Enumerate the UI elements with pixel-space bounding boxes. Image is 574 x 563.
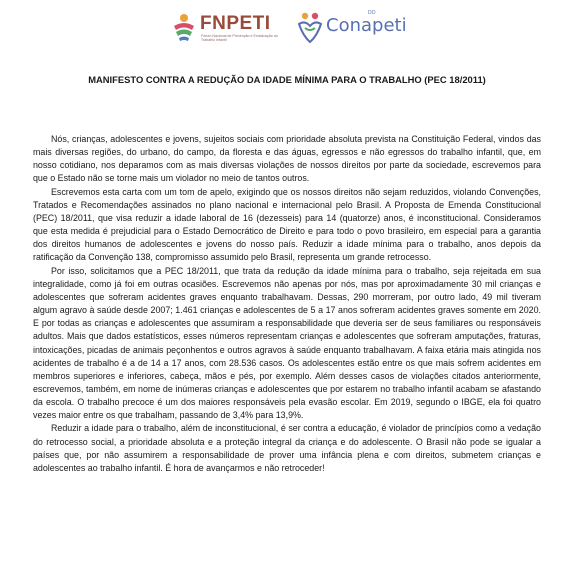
conapeti-emblem-icon <box>296 10 324 44</box>
conapeti-logo-superscript: DO <box>368 10 376 16</box>
fnpeti-logo-text: FNPETI <box>200 13 271 34</box>
conapeti-logo <box>296 8 416 50</box>
fnpeti-logo-subtitle: Fórum Nacional de Prevenção e Erradicação do Trabalho Infantil <box>201 34 278 43</box>
fnpeti-emblem-icon <box>170 12 198 42</box>
conapeti-logo-text: Conapeti <box>326 15 407 36</box>
document-title: MANIFESTO CONTRA A REDUÇÃO DA IDADE MÍNIMA PARA O TRABALHO (PEC 18/2011) <box>88 74 486 85</box>
paragraph-1: Nós, crianças, adolescentes e jovens, sujeitos sociais com prioridade absoluta prevista na Constituição Federal, vindos das mais diversas regiões, do urbano, do campo, da floresta e das águas, egressos e não egressos do trabalho infantil, que, em nosso cotidiano, nos deparamos com as mais diversas violações de nossos direitos por parte da sociedade, escrevemos para que o Estado não se torne mais um violador no meio de tantos outros. <box>33 134 541 184</box>
paragraph-3: Por isso, solicitamos que a PEC 18/2011, que trata da redução da idade mínima para o trabalho, seja rejeitada em sua integralidade, como já foi em outras ocasiões. Escrevemos não apenas por nós, mas por aproximadamente 30 mil crianças e adolescentes que sofreram acidentes graves enquanto trabalhavam. Dessas, 290 morreram, por outro lado, 49 mil tiveram algum agravo à saúde desde 2007; 1.461 crianças e adolescentes de 5 a 17 anos sofreram acidentes graves somente em 2020. E por todas as crianças e adolescentes que assumiram a responsabilidade que deveria ser de seus familiares ou responsáveis adultos. Mais que dados estatísticos, esses números representam crianças e adolescentes que sofreram amputações, fraturas, intoxicações, picadas de animais peçonhentos e outros agravos à saúde enquanto trabalhavam. A faixa etária mais atingida nos acidentes de trabalho é a de 14 a 17 anos, com 28.536 casos. Os adolescentes estão entre os que mais sofrem acidentes em membros superiores e inferiores, cabeça, mãos e pés, por exemplo. Além desses casos de violações citados anteriormente, escrevemos, também, em nome de inúmeras crianças e adolescentes que por estarem no trabalho infantil acabam se afastando da escola. O trabalho precoce é um dos maiores responsáveis pela evasão escolar. Em 2019, segundo o IBGE, ela foi quatro vezes maior entre os que trabalham, passando de 3,4% para 13,9%. <box>33 265 541 421</box>
fnpeti-logo <box>170 12 282 48</box>
paragraph-4: Reduzir a idade para o trabalho, além de inconstitucional, é ser contra a educação, é violador de princípios como a vedação do retrocesso social, a prioridade absoluta e a proteção integral da criança e do adolescente. O Brasil não pode se igualar a países que, por não assumirem a responsabilidade de prover uma infância plena e com direitos, submetem crianças e adolescentes ao trabalho infantil. É hora de avançarmos e não retroceder! <box>33 423 541 473</box>
document-body <box>33 133 541 475</box>
header-logos <box>0 8 574 50</box>
paragraph-2: Escrevemos esta carta com um tom de apelo, exigindo que os nossos direitos não sejam reduzidos, violando Convenções, Tratados e Recomendações assinados no plano nacional e internacional pelo Brasil. A Proposta de Emenda Constitucional (PEC) 18/2011, que visa reduzir a idade laboral de 16 (dezesseis) para 14 (quatorze) anos, é inconstitucional. Consideramos que esta medida é prejudicial para o Estado Democrático de Direito e para todo o povo brasileiro, em especial para a garantia dos direitos humanos de adolescentes e jovens do nosso país. Reduzir a idade mínima para o trabalho, anos depois da ratificação da Convenção 138, compromisso assumido pelo Brasil, representa um grande retrocesso. <box>33 186 541 263</box>
